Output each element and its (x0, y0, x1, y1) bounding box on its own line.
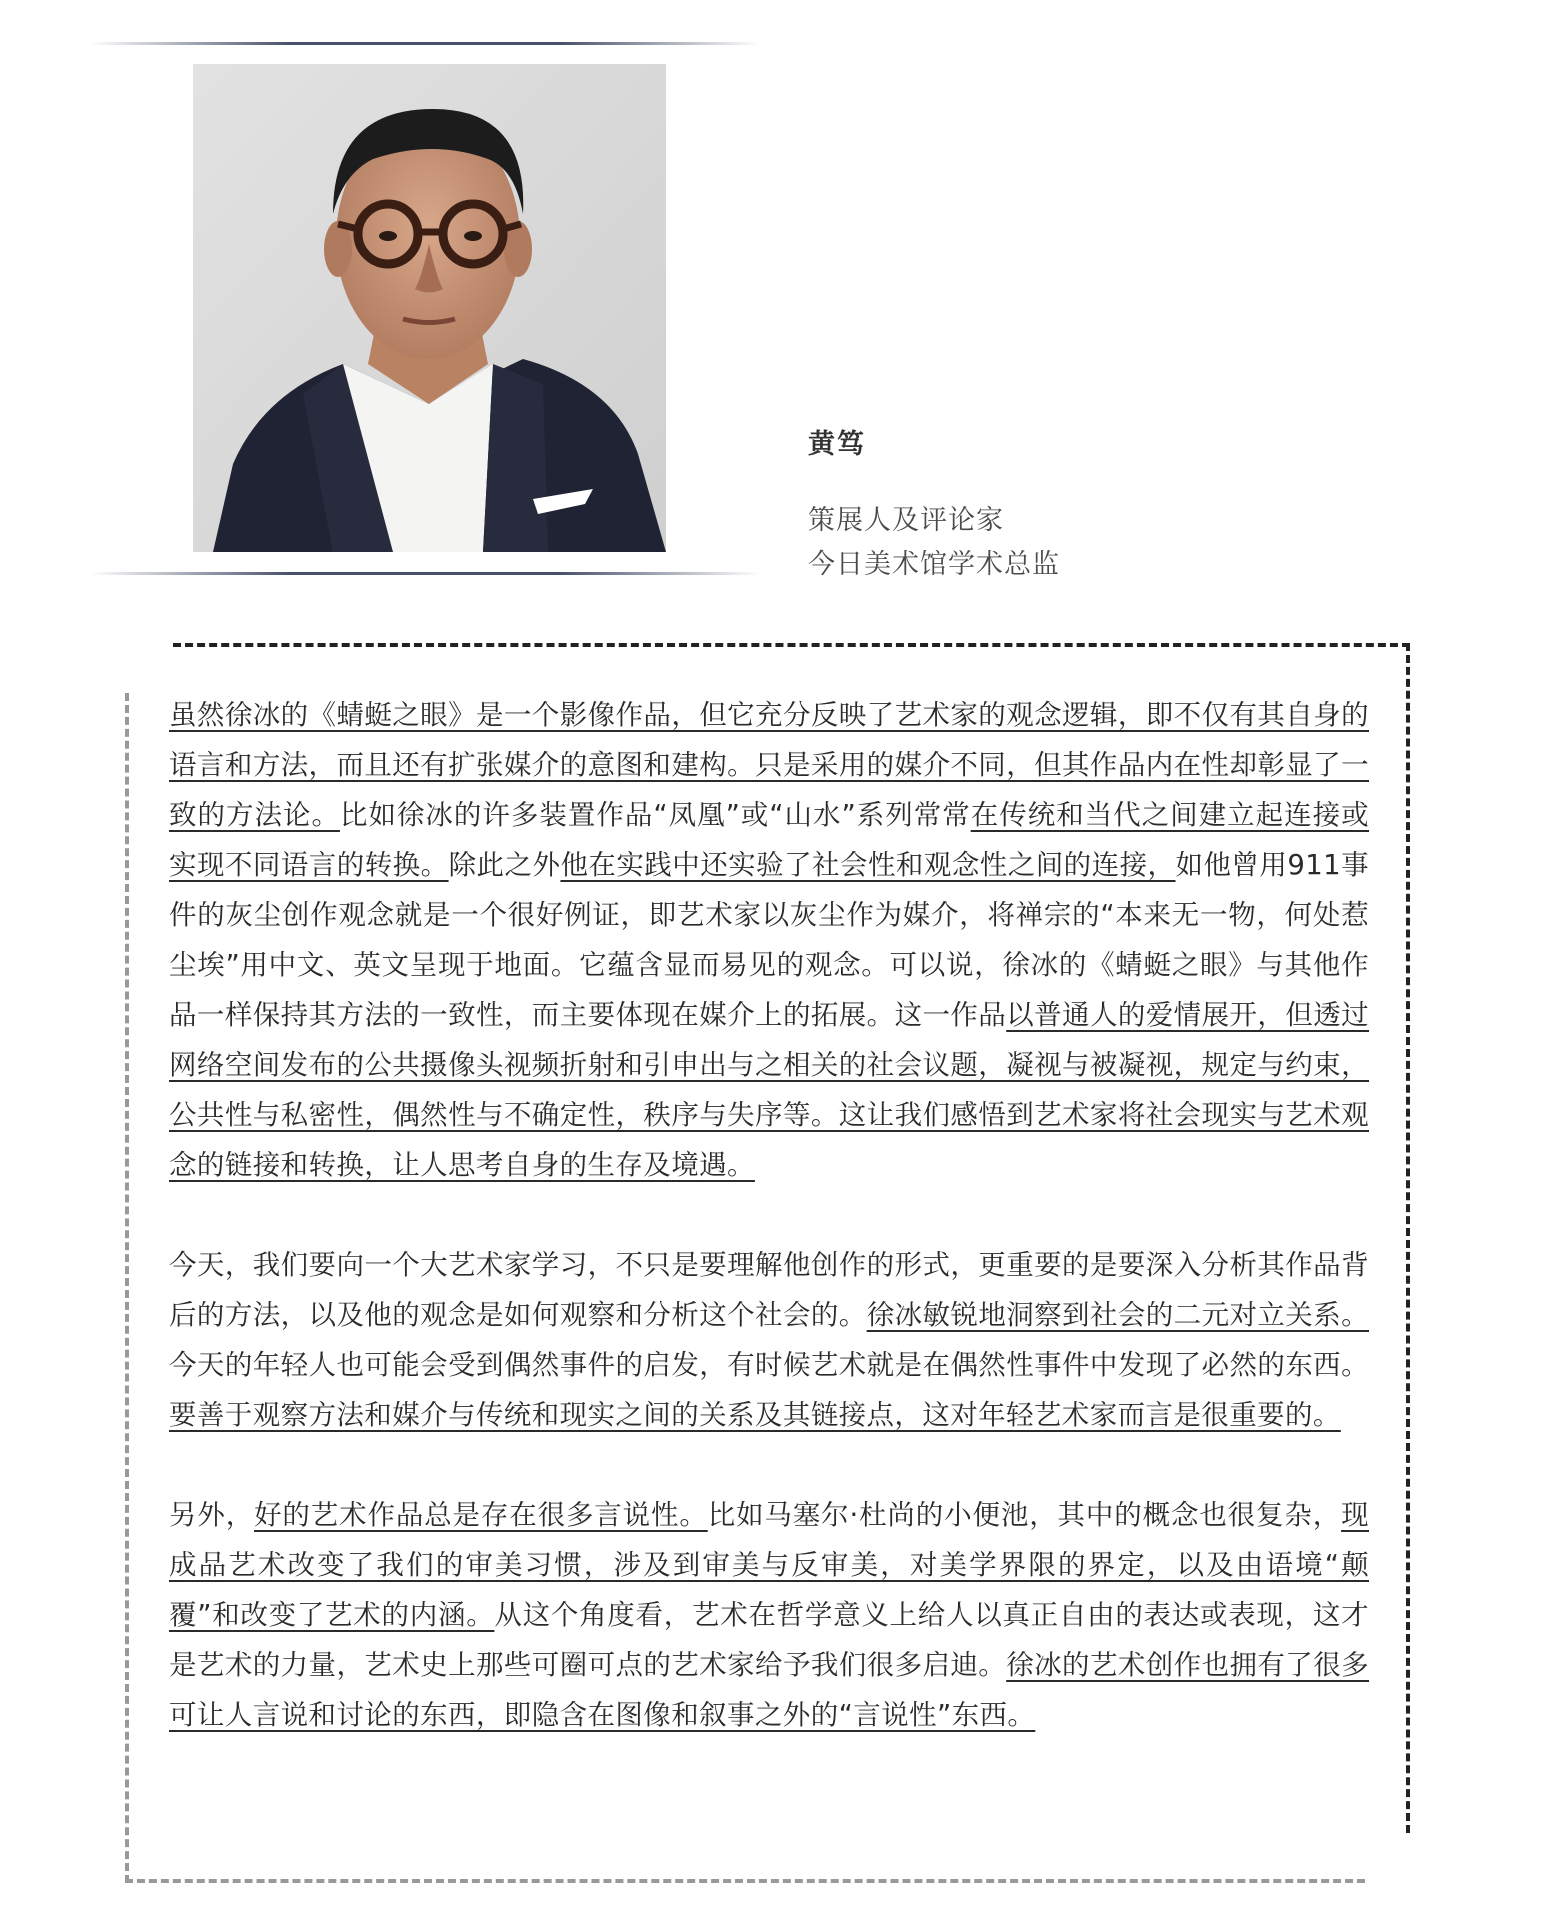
profile-caption (808, 422, 1060, 587)
top-divider (90, 42, 760, 45)
person-position: 今日美术馆学术总监 (808, 549, 1060, 580)
frame-border-left (125, 693, 129, 1883)
bottom-divider (90, 572, 760, 575)
text-run: 今天的年轻人也可能会受到偶然事件的启发，有时候艺术就是在偶然性事件中发现了必然的东西。 (169, 1349, 1369, 1381)
text-run: 徐冰敏锐地洞察到社会的二元对立关系。 (866, 1299, 1370, 1331)
article-paragraph-1 (169, 690, 1369, 1190)
text-run: 徐冰的艺术创作也拥有了很多可让人言说和讨论的东西，即隐含在图像和叙事之外的“言说性”东西。 (169, 1649, 1370, 1731)
person-role: 策展人及评论家 (808, 505, 1004, 536)
frame-border-right (1406, 643, 1410, 1833)
text-run: 从这个角度看，艺术在哲学意义上给人以真正自由的表达或表现，这才是艺术的力量，艺术史上那些可圈可点的艺术家给予我们很多启迪。 (169, 1599, 1369, 1681)
text-run: 以普通人的爱情展开，但透过网络空间发布的公共摄像头视频折射和引申出与之相关的社会议题，凝视与被凝视，规定与约束，公共性与私密性，偶然性与不确定性，秩序与失序等。这让我们感悟到艺术家将社会现实与艺术观念的链接和转换，让人思考自身的生存及境遇。 (169, 999, 1370, 1181)
text-run: 如他曾用911事件的灰尘创作观念就是一个很好例证，即艺术家以灰尘作为媒介，将禅宗的“本来无一物，何处惹尘埃”用中文、英文呈现于地面。它蕴含显而易见的观念。可以说，徐冰的《蜻蜓之眼》与其他作品一样保持其方法的一致性，而主要体现在媒介上的拓展。这一作品 (169, 849, 1369, 1031)
portrait-illustration (193, 64, 666, 552)
text-run: 除此之外 (448, 849, 561, 881)
article-body (169, 690, 1369, 1790)
text-run: 另外， (169, 1499, 255, 1531)
text-run: 好的艺术作品总是存在很多言说性。 (254, 1499, 708, 1531)
text-run: 要善于观察方法和媒介与传统和现实之间的关系及其链接点，这对年轻艺术家而言是很重要的。 (169, 1399, 1341, 1431)
portrait-photo (193, 64, 666, 552)
article-paragraph-3 (169, 1490, 1369, 1740)
article-paragraph-2 (169, 1240, 1369, 1440)
text-run: 他在实践中还实验了社会性和观念性之间的连接， (560, 849, 1176, 881)
frame-border-bottom (125, 1879, 1365, 1883)
text-run: 虽然徐冰的《蜻蜓之眼》是一个影像作品，但它充分反映了艺术家的观念逻辑，即不仅有其自身的语言和方法，而且还有扩张媒介的意图和建构。只是采用的媒介不同，但其作品内在性却彰显了一致的方法论。 (169, 699, 1369, 831)
text-run: 今天，我们要向一个大艺术家学习，不只是要理解他创作的形式，更重要的是要深入分析其作品背后的方法，以及他的观念是如何观察和分析这个社会的。 (169, 1249, 1369, 1331)
text-run: 现成品艺术改变了我们的审美习惯，涉及到审美与反审美，对美学界限的界定，以及由语境“颠覆”和改变了艺术的内涵。 (169, 1499, 1369, 1631)
text-run: 比如马塞尔·杜尚的小便池，其中的概念也很复杂， (707, 1499, 1342, 1531)
text-run: 在传统和当代之间建立起连接或实现不同语言的转换。 (169, 799, 1369, 881)
text-run: 比如徐冰的许多装置作品“凤凰”或“山水”系列常常 (339, 799, 971, 831)
person-name: 黄笃 (808, 429, 866, 460)
frame-border-top (173, 643, 1410, 647)
